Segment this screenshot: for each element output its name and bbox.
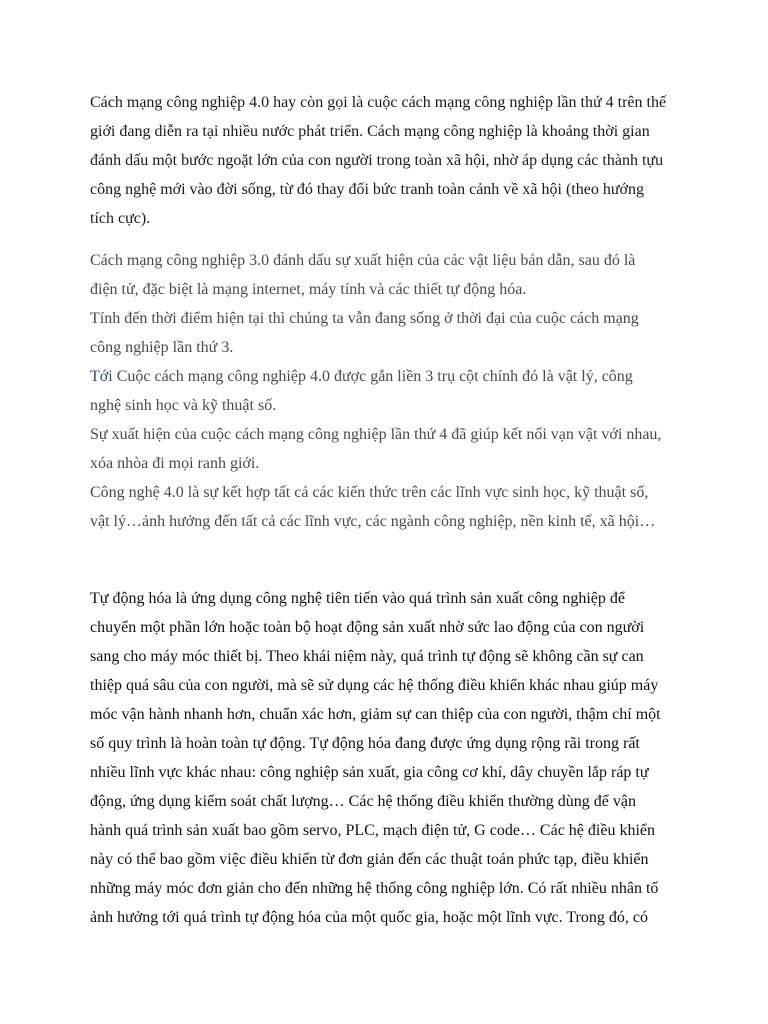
text-line: sang cho máy móc thiết bị. Theo khái niệm này, quá trình tự động sẽ không cần sự can [90, 648, 644, 665]
text-line: nhiều lĩnh vực khác nhau: công nghiệp sản xuất, gia công cơ khí, dây chuyền lắp ráp tự [90, 764, 649, 781]
text-line: Tính đến thời điểm hiện tại thì chúng ta vẫn đang sống ở thời đại của cuộc cách mạng [90, 310, 639, 327]
text-line: Sự xuất hiện của cuộc cách mạng công nghiệp lần thứ 4 đã giúp kết nối vạn vật với nhau, [90, 426, 662, 443]
connect-paragraph [90, 420, 690, 478]
text-line: Tự động hóa là ứng dụng công nghệ tiên tiến vào quá trình sản xuất công nghiệp để [90, 590, 625, 607]
automation-paragraph [90, 584, 690, 932]
current-era-paragraph [90, 304, 690, 362]
text-line: tích cực). [90, 210, 151, 227]
text-line: động, ứng dụng kiểm soát chất lượng… Các hệ thống điều khiển thường dùng để vận [90, 793, 636, 810]
text-line: thiệp quá sâu của con người, mà sẽ sử dụng các hệ thống điều khiển khác nhau giúp máy [90, 677, 659, 694]
text-line: công nghệ mới vào đời sống, từ đó thay đổi bức tranh toàn cảnh về xã hội (theo hướng [90, 181, 644, 198]
text-line: ảnh hưởng tới quá trình tự động hóa của một quốc gia, hoặc một lĩnh vực. Trong đó, có [90, 909, 648, 926]
text-line: đánh dấu một bước ngoặt lớn của con người trong toàn xã hội, nhờ áp dụng các thành tựu [90, 152, 664, 169]
text-line: Công nghệ 4.0 là sự kết hợp tất cả các kiến thức trên các lĩnh vực sinh học, kỹ thuật số, [90, 484, 649, 501]
text-line: số quy trình là hoàn toàn tự động. Tự động hóa đang được ứng dụng rộng rãi trong rất [90, 735, 640, 752]
text-line: nghệ sinh học và kỹ thuật số. [90, 397, 277, 414]
text-line: vật lý…ảnh hưởng đến tất cả các lĩnh vực, các ngành công nghiệp, nền kinh tế, xã hội… [90, 513, 656, 530]
document-body [90, 88, 690, 932]
tech-40-paragraph [90, 478, 690, 536]
text-line: những máy móc đơn giản cho đến những hệ thống công nghiệp lớn. Có rất nhiều nhân tố [90, 880, 659, 897]
text-line: Cách mạng công nghiệp 4.0 hay còn gọi là cuộc cách mạng công nghiệp lần thứ 4 trên thế [90, 94, 667, 111]
text-line: xóa nhòa đi mọi ranh giới. [90, 455, 260, 472]
text-line: công nghiệp lần thứ 3. [90, 339, 234, 356]
text-line [90, 362, 690, 391]
text-segment: Cuộc cách mạng công nghiệp 4.0 được gắn liền 3 trụ cột chính đó là vật lý, công [112, 368, 633, 385]
text-line: hành quá trình sản xuất bao gồm servo, PLC, mạch điện tử, G code… Các hệ điều khiển [90, 822, 655, 839]
text-line: chuyển một phần lớn hoặc toàn bộ hoạt động sản xuất nhờ sức lao động của con người [90, 619, 645, 636]
intro-paragraph [90, 88, 690, 233]
text-line: giới đang diễn ra tại nhiều nước phát triển. Cách mạng công nghiệp là khoảng thời gian [90, 123, 650, 140]
pillars-paragraph [90, 362, 690, 420]
industry-3-paragraph [90, 246, 690, 304]
text-line: này có thể bao gồm việc điều khiển từ đơn giản đến các thuật toán phức tạp, điều khiển [90, 851, 649, 868]
industry-revolution-section [90, 246, 690, 536]
text-line: Cách mạng công nghiệp 3.0 đánh dấu sự xuất hiện của các vật liệu bán dẫn, sau đó là [90, 252, 636, 269]
text-line: móc vận hành nhanh hơn, chuẩn xác hơn, giảm sự can thiệp của con người, thậm chí một [90, 706, 661, 723]
text-line: điện tử, đặc biệt là mạng internet, máy tính và các thiết tự động hóa. [90, 281, 527, 298]
toi-link[interactable]: Tới [90, 368, 113, 385]
